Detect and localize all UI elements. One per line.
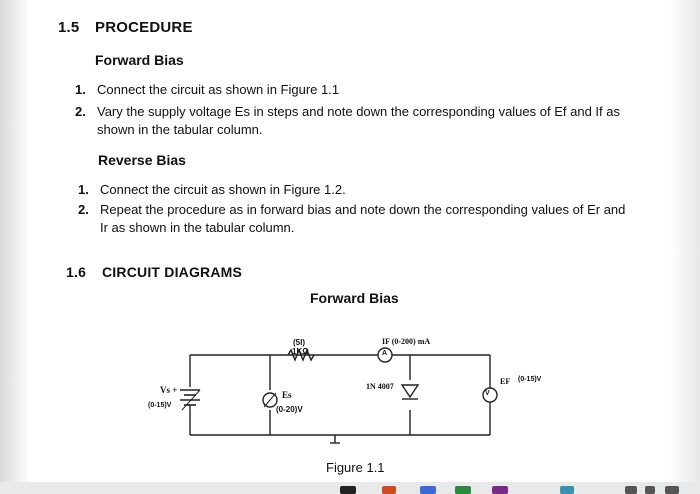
forward-step-1-text: Connect the circuit as shown in Figure 1.1	[97, 82, 340, 97]
circuit-wires	[190, 355, 490, 443]
reverse-bias-heading: Reverse Bias	[98, 152, 186, 168]
battery-icon[interactable]	[665, 486, 679, 494]
supply-range-label: (0-20)V	[276, 405, 303, 414]
forward-step-2-text: Vary the supply voltage Es in steps and note down the corresponding values of Ef and If as shown in the tabular column.	[97, 104, 620, 137]
reverse-step-1-number: 1.	[78, 182, 89, 197]
source-name-label: Vs +	[160, 385, 178, 395]
forward-step-2	[75, 103, 627, 139]
section-title-procedure: PROCEDURE	[95, 19, 193, 36]
taskbar-app-icon[interactable]	[420, 486, 436, 494]
forward-bias-heading: Forward Bias	[95, 52, 184, 68]
volume-icon[interactable]	[645, 486, 655, 494]
resistor-value-label: (5I)	[293, 338, 305, 347]
forward-step-1	[75, 81, 617, 99]
taskbar-app-icon[interactable]	[492, 486, 508, 494]
taskbar-app-icon[interactable]	[382, 486, 396, 494]
reverse-step-2-number: 2.	[78, 202, 89, 217]
taskbar-app-icon[interactable]	[455, 486, 471, 494]
taskbar-app-icon[interactable]	[340, 486, 356, 494]
ammeter-symbol-label: A	[382, 350, 388, 357]
taskbar-app-icon[interactable]	[560, 486, 574, 494]
forward-bias-circuit	[140, 335, 520, 450]
resistor-unit-label: 1KΩ	[292, 347, 309, 356]
wifi-icon[interactable]	[625, 486, 637, 494]
section-number-diagrams: 1.6	[66, 264, 87, 280]
reverse-step-1	[78, 181, 620, 199]
section-number-procedure: 1.5	[58, 19, 80, 36]
reverse-step-1-text: Connect the circuit as shown in Figure 1.2.	[100, 182, 346, 197]
diode-label: 1N 4007	[366, 382, 394, 391]
source-range-label: (0-15)V	[148, 402, 172, 409]
section-title-diagrams: CIRCUIT DIAGRAMS	[102, 264, 243, 280]
ef-symbol-label: V	[485, 390, 490, 397]
diode-symbol	[402, 385, 418, 399]
reverse-step-2-text: Repeat the procedure as in forward bias and note down the corresponding values of Er and Ir as shown in the tabular column.	[100, 202, 626, 235]
figure-caption: Figure 1.1	[326, 460, 385, 475]
ef-range-label: (0-15)V	[518, 376, 542, 383]
reverse-step-2	[78, 201, 630, 237]
figure-title: Forward Bias	[310, 290, 399, 306]
ammeter-label: IF (0-200) mA	[382, 337, 431, 346]
forward-step-2-number: 2.	[75, 104, 86, 119]
ef-voltmeter-label: EF	[500, 377, 511, 386]
forward-step-1-number: 1.	[75, 82, 86, 97]
supply-name-label: Es	[282, 390, 292, 400]
